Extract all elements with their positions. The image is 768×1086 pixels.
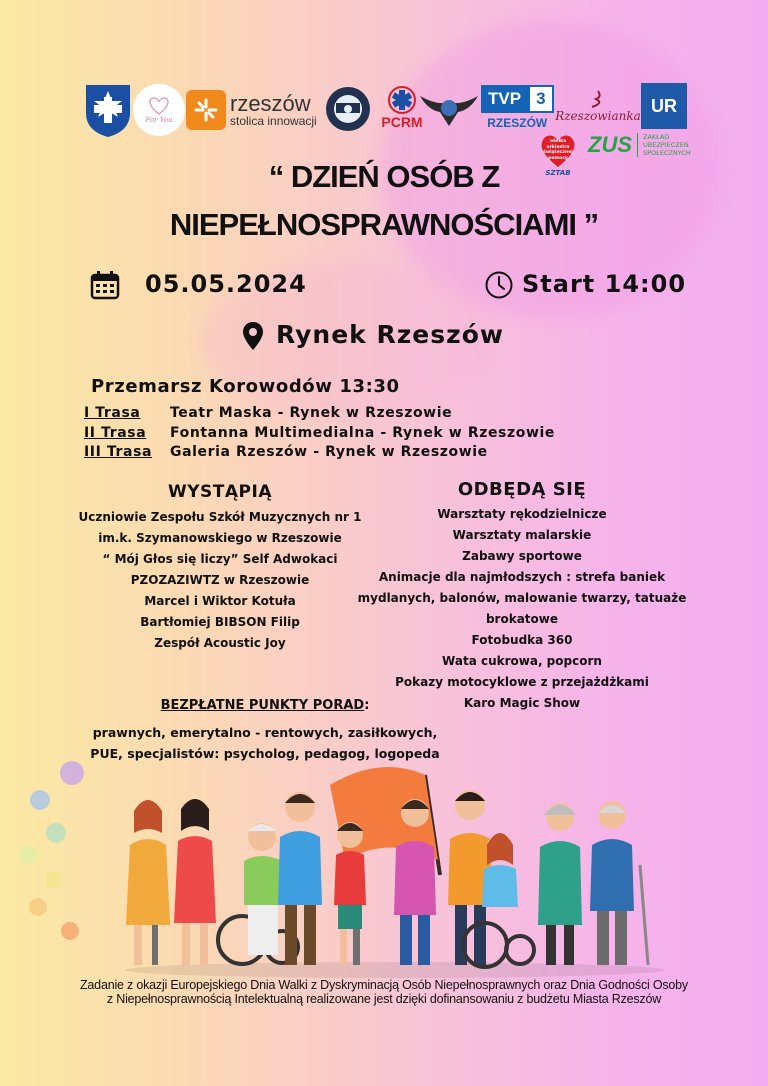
route-3-path: Galeria Rzeszów - Rynek w Rzeszowie xyxy=(170,444,488,460)
zus-full-2: UBEZPIECZEŃ xyxy=(643,141,689,149)
activity-item: Wata cukrowa, popcorn xyxy=(442,654,602,668)
zus-text: ZUS xyxy=(588,132,632,157)
activity-item: Warsztaty rękodzielnicze xyxy=(437,507,607,521)
tvp-label: TVP xyxy=(481,85,528,113)
heart-hands-icon xyxy=(144,96,174,116)
wosp-line-2: świątecznej xyxy=(543,150,573,155)
event-start-time: Start 14:00 xyxy=(522,270,687,298)
tvp3-logo xyxy=(481,85,554,130)
event-title-line-1: “ DZIEŃ OSÓB Z xyxy=(268,159,500,194)
activity-item: Warsztaty malarskie xyxy=(452,528,592,542)
ur-text: UR xyxy=(651,95,677,116)
performers-heading: WYSTĄPIĄ xyxy=(168,482,272,502)
performer-item: “ Mój Głos się liczy” Self Adwokaci xyxy=(102,552,338,566)
route-3 xyxy=(84,444,488,460)
performer-item: Zespół Acoustic Joy xyxy=(154,636,286,650)
activity-item: brokatowe xyxy=(485,612,559,626)
route-1-label: I Trasa xyxy=(84,405,141,421)
zus-full-3: SPOŁECZNYCH xyxy=(643,149,691,157)
eagle-club-logo xyxy=(418,86,480,132)
person-2 xyxy=(174,799,216,965)
location-pin-icon xyxy=(242,321,264,351)
performer-item: im.k. Szymanowskiego w Rzeszowie xyxy=(98,531,342,545)
funding-note-line-1: Zadanie z okazji Europejskiego Dnia Walki z Dyskryminacją Osób Niepełnosprawnych oraz Dnia Godności Osoby xyxy=(80,978,688,992)
rzeszow-tagline: stolica innowacji xyxy=(230,114,317,128)
route-3-label: III Trasa xyxy=(84,444,153,460)
performer-item: PZOZAZIWTZ w Rzeszowie xyxy=(130,573,310,587)
dancer-icon xyxy=(586,89,610,109)
colorful-hands-decoration xyxy=(19,761,128,985)
funding-note-line-2: z Niepełnosprawnością Intelektualną realizowane jest dzięki dofinansowaniu z budżetu Miasta Rzeszów xyxy=(106,992,662,1006)
rzeszowianka-text: Rzeszowianka xyxy=(555,109,641,123)
activity-item: Pokazy motocyklowe z przejażdżkami xyxy=(395,675,649,689)
route-2-path: Fontanna Multimedialna - Rynek w Rzeszowie xyxy=(170,425,555,441)
person-elderly-woman xyxy=(538,803,582,965)
march-heading: Przemarsz Korowodów 13:30 xyxy=(91,376,400,397)
event-place: Rynek Rzeszów xyxy=(276,320,504,349)
activity-item: mydlanych, balonów, malowanie twarzy, tatuaże xyxy=(357,591,687,605)
tvp-city: RZESZÓW xyxy=(487,116,548,130)
route-2-label: II Trasa xyxy=(84,425,147,441)
advice-line-2: PUE, specjalistów: psycholog, pedagog, logopeda xyxy=(90,746,440,761)
event-date: 05.05.2024 xyxy=(145,270,307,298)
route-1 xyxy=(84,405,452,421)
inclusive-group-illustration xyxy=(0,755,768,985)
person-elderly-man xyxy=(590,801,648,965)
zus-full-1: ZAKŁAD xyxy=(643,133,670,141)
tvp-number: 3 xyxy=(528,85,553,113)
event-title-line-2: NIEPEŁNOSPRAWNOŚCIAMI ” xyxy=(169,207,599,242)
rzeszow-name: rzeszów xyxy=(230,91,311,116)
clock-icon xyxy=(484,270,514,300)
performer-item: Marcel i Wiktor Kotuła xyxy=(144,594,296,608)
for-you-caption: For You xyxy=(145,116,173,124)
performer-item: Uczniowie Zespołu Szkół Muzycznych nr 1 xyxy=(78,510,362,524)
wosp-sztab: SZTAB xyxy=(545,169,571,177)
activity-item: Karo Magic Show xyxy=(463,696,581,710)
club-gear-emblem-logo xyxy=(323,83,373,135)
pcrm-text: PCRM xyxy=(381,114,423,130)
wosp-line-1: wielka orkiestra xyxy=(546,139,570,150)
advice-block xyxy=(80,695,450,764)
performer-item: Bartłomiej BIBSON Filip xyxy=(140,615,300,629)
ur-university-logo xyxy=(641,83,687,129)
route-2 xyxy=(84,425,555,441)
activities-column xyxy=(352,479,692,714)
funding-note xyxy=(50,978,718,1006)
advice-heading: BEZPŁATNE PUNKTY PORAD xyxy=(160,698,365,713)
activities-heading: ODBĘDĄ SIĘ xyxy=(457,479,587,500)
rzeszow-sun-icon xyxy=(186,90,226,130)
zus-logo xyxy=(588,130,691,160)
for-you-logo xyxy=(133,84,185,136)
activity-item: Zabawy sportowe xyxy=(462,549,582,563)
advice-heading-colon: : xyxy=(364,698,370,713)
advice-line-1: prawnych, emerytalno - rentowych, zasiłkowych, xyxy=(92,725,438,740)
person-1 xyxy=(126,800,170,965)
rzeszow-city-logo xyxy=(186,88,317,132)
calendar-icon xyxy=(90,270,120,300)
performers-column xyxy=(70,482,370,654)
rzeszowianka-logo xyxy=(556,84,640,128)
person-4 xyxy=(278,792,322,965)
route-1-path: Teatr Maska - Rynek w Rzeszowie xyxy=(170,405,453,421)
star-of-life-icon xyxy=(388,86,416,114)
rzeszow-coat-of-arms-logo xyxy=(84,83,132,139)
wosp-line-3: pomocy xyxy=(548,155,568,161)
activity-item: Animacje dla najmłodszych : strefa baniek xyxy=(378,570,666,584)
activity-item: Fotobudka 360 xyxy=(471,633,573,647)
